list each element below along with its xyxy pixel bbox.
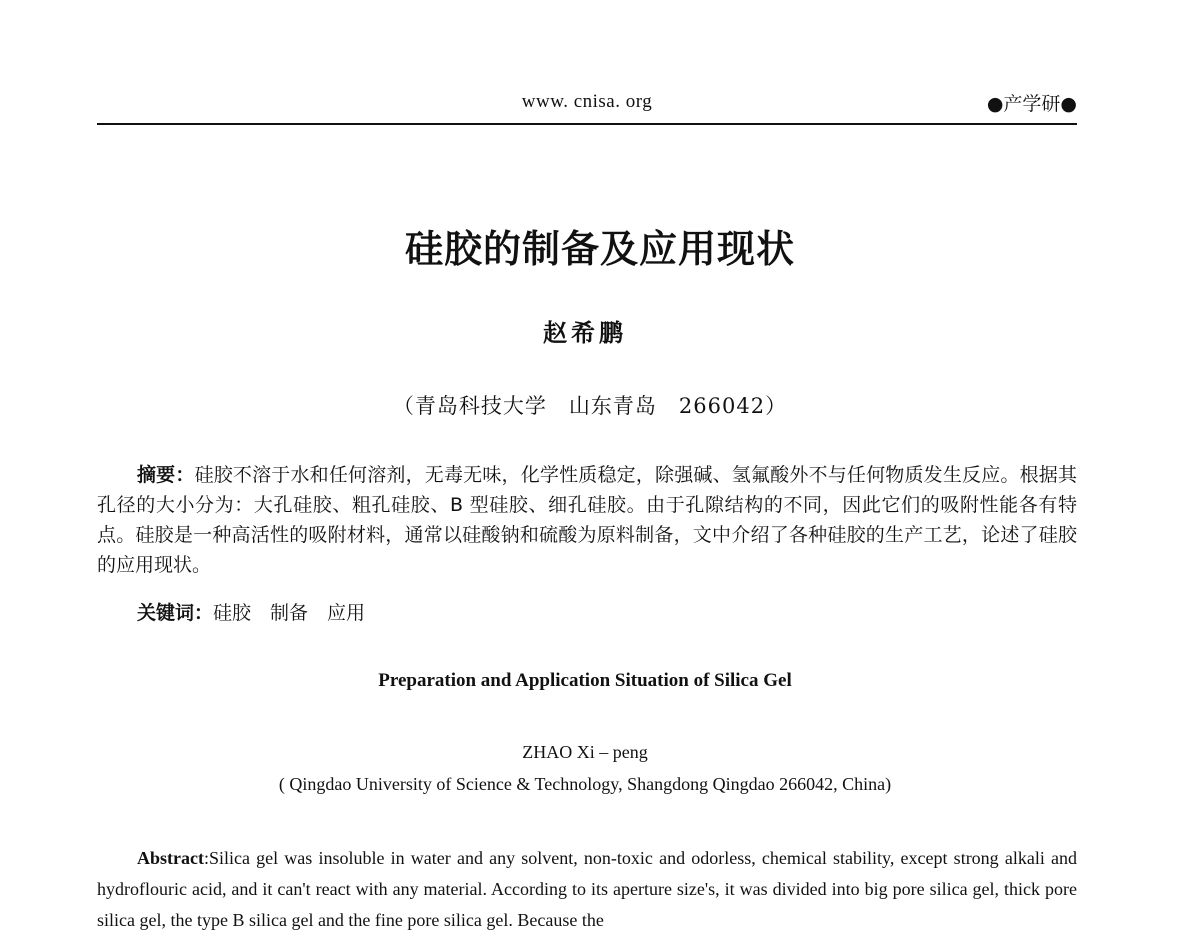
abstract-english-label: Abstract bbox=[137, 848, 204, 868]
header-rule bbox=[97, 123, 1077, 125]
abstract-chinese-label: 摘要： bbox=[137, 464, 195, 486]
keywords-chinese-text: 硅胶 制备 应用 bbox=[213, 602, 366, 624]
site-url: www. cnisa. org bbox=[521, 91, 653, 112]
english-title: Preparation and Application Situation of Silica Gel bbox=[378, 670, 792, 691]
english-affiliation: ( Qingdao University of Science & Technology, Shangdong Qingdao 266042, China) bbox=[278, 774, 892, 794]
abstract-chinese-text: 硅胶不溶于水和任何溶剂，无毒无味，化学性质稳定，除强碱、氢氟酸外不与任何物质发生反应。根据其孔径的大小分为：大孔硅胶、粗孔硅胶、B 型硅胶、细孔硅胶。由于孔隙结构的不同，因此它们的吸附性能各有特点。硅胶是一种高活性的吸附材料，通常以硅酸钠和硫酸为原料制备，文中介绍了各种硅胶的生产工艺，论述了硅胶的应用现状。 bbox=[97, 464, 1077, 576]
paper-title: 硅胶的制备及应用现状 bbox=[404, 226, 795, 271]
abstract-english-text: :Silica gel was insoluble in water and any solvent, non-toxic and odorless, chemical stability, except strong alkali and hydroflouric acid, and it can't react with any material. According to its aperture size's, it was divided into big pore silica gel, thick pore silica gel, the type B silica gel and the fine pore silica gel. Because the bbox=[97, 848, 1077, 930]
keywords-chinese-label: 关键词： bbox=[137, 602, 214, 624]
author-name: 赵希鹏 bbox=[543, 318, 627, 347]
page-header bbox=[97, 85, 1077, 125]
english-author: ZHAO Xi – peng bbox=[522, 742, 648, 762]
keywords-chinese bbox=[137, 598, 1077, 628]
abstract-chinese bbox=[97, 460, 1077, 580]
author-affiliation: （青岛科技大学 山东青岛 266042） bbox=[392, 394, 788, 418]
abstract-english bbox=[97, 843, 1077, 936]
section-tag: ●产学研● bbox=[986, 93, 1077, 115]
